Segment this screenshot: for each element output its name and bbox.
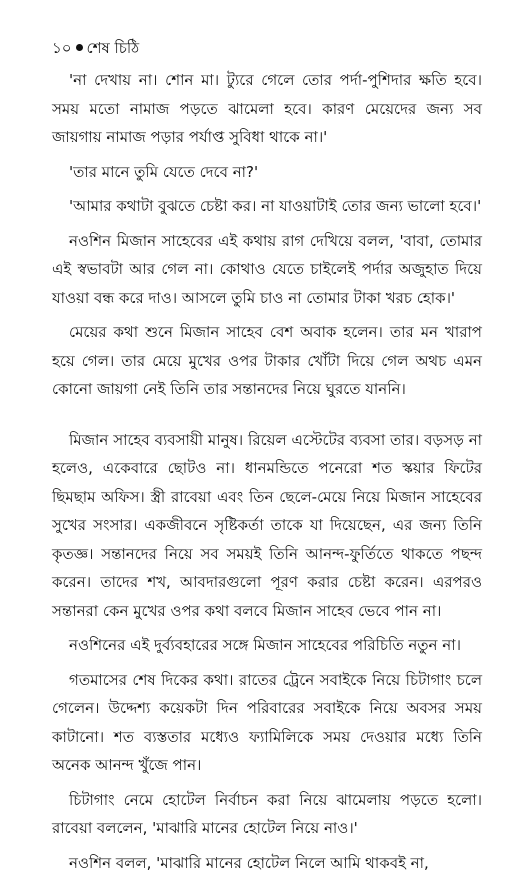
- paragraph: নওশিন মিজান সাহেবের এই কথায় রাগ দেখিয়ে বলল, 'বাবা, তোমার এই স্বভাবটা আর গেল না। কোথাও যেতে চাইলেই পর্দার অজুহাত দিয়ে যাওয়া বন্ধ করে দাও। আসলে তুমি চাও না তোমার টাকা খরচ হোক।': [52, 231, 482, 307]
- paragraph: 'না দেখায় না। শোন মা। ট্যুরে গেলে তোর পর্দা-পুশিদার ক্ষতি হবে। সময় মতো নামাজ পড়তে ঝামেলা হবে। কারণ মেয়েদের জন্য সব জায়গায় নামাজ পড়ার পর্যাপ্ত সুবিধা থাকে না।': [52, 71, 482, 146]
- book-page: [52, 38, 482, 883]
- paragraph: মেয়ের কথা শুনে মিজান সাহেব বেশ অবাক হলেন। তার মন খারাপ হয়ে গেল। তার মেয়ে মুখের ওপর টাকার খোঁটা দিয়ে গেল অথচ এমন কোনো জায়গা নেই তিনি তার সন্তানদের নিয়ে ঘুরতে যাননি।: [52, 323, 482, 398]
- paragraph: নওশিনের এই দুর্ব্যবহারের সঙ্গে মিজান সাহেবের পরিচিতি নতুন না।: [69, 636, 461, 654]
- bullet-separator-icon: [76, 44, 83, 51]
- paragraph: 'আমার কথাটা বুঝতে চেষ্টা কর। না যাওয়াটাই তোর জন্য ভালো হবে।': [69, 197, 482, 215]
- paragraph: চিটাগাং নেমে হোটেল নির্বাচন করা নিয়ে ঝামেলায় পড়তে হলো। রাবেয়া বললেন, 'মাঝারি মানের হোটেল নিয়ে নাও।': [52, 790, 482, 837]
- chapter-title: শেষ চিঠি: [86, 39, 140, 57]
- paragraph: নওশিন বলল, 'মাঝারি মানের হোটেল নিলে আমি থাকবই না,: [69, 853, 429, 872]
- paragraph: গতমাসের শেষ দিকের কথা। রাতের ট্রেনে সবাইকে নিয়ে চিটাগাং চলে গেলেন। উদ্দেশ্য কয়েকটা দিন পরিবারের সবাইকে নিয়ে অবসর সময় কাটানো। শত ব্যস্ততার মধ্যেও ফ্যামিলিকে সময় দেওয়ার মধ্যে তিনি অনেক আনন্দ খুঁজে পান।: [52, 670, 482, 774]
- paragraph: মিজান সাহেব ব্যবসায়ী মানুষ। রিয়েল এস্টেটের ব্যবসা তার। বড়সড় না হলেও, একেবারে ছোটও না। ধানমন্ডিতে পনেরো শত স্কয়ার ফিটের ছিমছাম অফিস। স্ত্রী রাবেয়া এবং তিন ছেলে-মেয়ে নিয়ে মিজান সাহেবের সুখের সংসার। একজীবনে সৃষ্টিকর্তা তাকে যা দিয়েছেন, এর জন্য তিনি কৃতজ্ঞ। সন্তানদের নিয়ে সব সময়ই তিনি আনন্দ-ফুর্তিতে থাকতে পছন্দ করেন। তাদের শখ, আবদারগুলো পূরণ করার চেষ্টা করেন। এরপরও সন্তানরা কেন মুখের ওপর কথা বলবে মিজান সাহেব ভেবে পান না।: [52, 430, 482, 620]
- page-number: ১০: [52, 39, 72, 57]
- running-header: [52, 38, 482, 58]
- paragraph: 'তার মানে তুমি যেতে দেবে না?': [69, 162, 259, 181]
